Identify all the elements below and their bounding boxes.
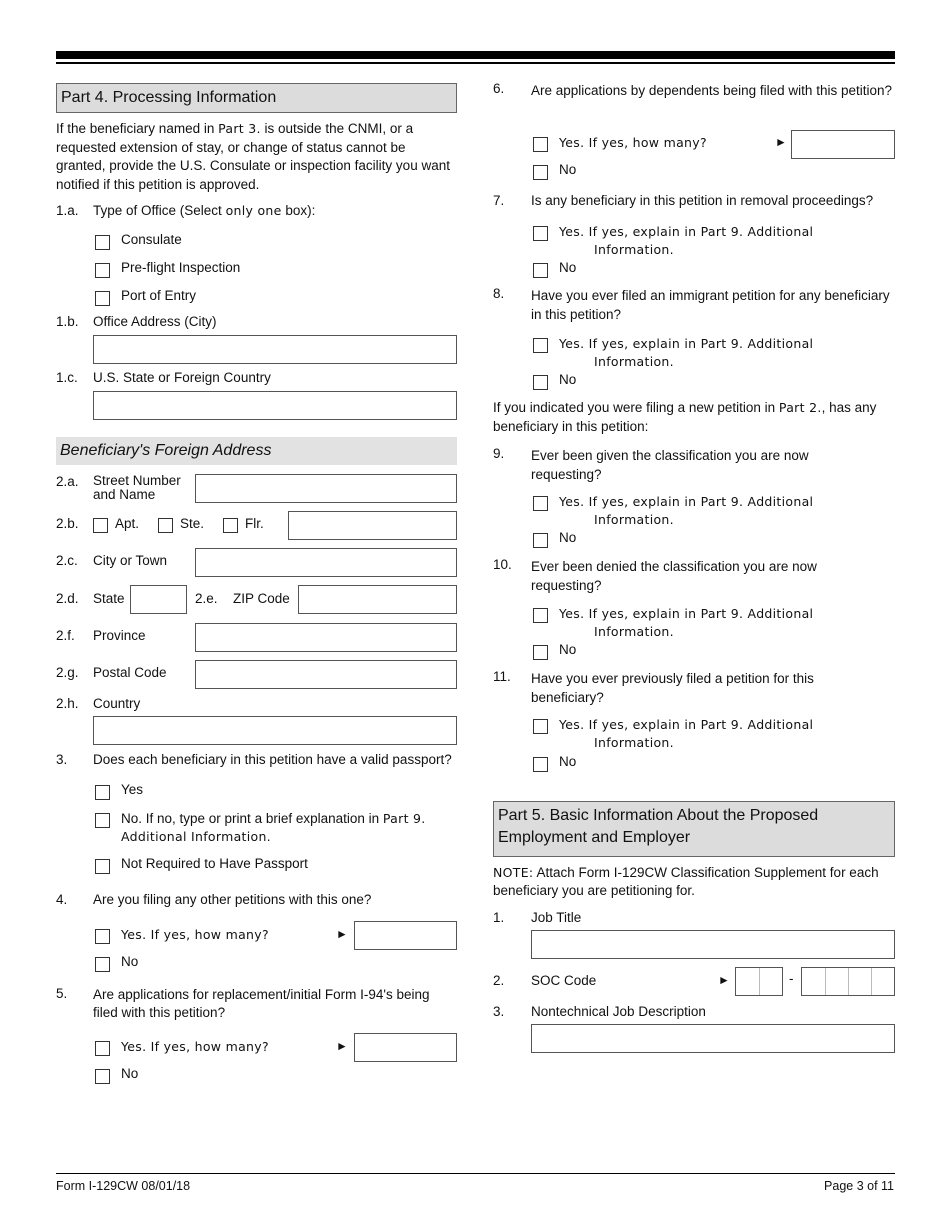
label-consulate: Consulate: [121, 232, 182, 247]
q2g-number: 2.g.: [56, 665, 79, 680]
q4-number: 4.: [56, 892, 68, 907]
footer-page-number: Page 3 of 11: [824, 1179, 894, 1193]
label-given-no: No: [559, 530, 577, 545]
footer-form-id: Form I-129CW 08/01/18: [56, 1179, 191, 1193]
q8-number: 8.: [493, 286, 505, 301]
checkbox-immigrant-yes[interactable]: [533, 338, 548, 353]
p5-q2-label: SOC Code: [531, 973, 597, 988]
label-flr: Flr.: [245, 516, 264, 531]
checkbox-consulate[interactable]: [95, 235, 110, 250]
header-rule-thick: [56, 51, 895, 59]
label-denied-yes: Yes. If yes, explain in Part 9. Additional Information.: [559, 606, 814, 639]
checkbox-given-no[interactable]: [533, 533, 548, 548]
label-preflight: Pre-flight Inspection: [121, 260, 241, 275]
label-removal-no: No: [559, 260, 577, 275]
q2h-number: 2.h.: [56, 696, 79, 711]
state-input[interactable]: [130, 585, 187, 614]
q1b-number: 1.b.: [56, 314, 79, 329]
checkbox-ste[interactable]: [158, 518, 173, 533]
zip-input[interactable]: [298, 585, 457, 614]
q1a-number: 1.a.: [56, 203, 79, 218]
arrow-icon: ►: [336, 1039, 348, 1053]
label-dependents-yes: Yes. If yes, how many?: [559, 135, 707, 150]
q3-label: Does each beneficiary in this petition have a valid passport?: [93, 752, 452, 767]
checkbox-removal-yes[interactable]: [533, 226, 548, 241]
q2e-number: 2.e.: [195, 591, 218, 606]
checkbox-preflight[interactable]: [95, 263, 110, 278]
country-input[interactable]: [93, 716, 457, 745]
label-dependents-no: No: [559, 162, 577, 177]
city-input[interactable]: [195, 548, 457, 577]
q8-label: Have you ever filed an immigrant petition for any beneficiary in this petition?: [531, 288, 890, 322]
checkbox-denied-no[interactable]: [533, 645, 548, 660]
p5-q3-label: Nontechnical Job Description: [531, 1004, 706, 1019]
soc-code-part1-input[interactable]: [735, 967, 783, 996]
checkbox-previous-yes[interactable]: [533, 719, 548, 734]
checkbox-other-petitions-yes[interactable]: [95, 929, 110, 944]
q2c-label: City or Town: [93, 553, 168, 568]
label-passport-no: No. If no, type or print a brief explanation in Part 9. Additional Information.: [121, 811, 426, 844]
p5-q1-number: 1.: [493, 910, 505, 925]
header-rule-thin: [56, 62, 895, 64]
job-description-input[interactable]: [531, 1024, 895, 1053]
office-state-country-input[interactable]: [93, 391, 457, 420]
q2h-label: Country: [93, 696, 141, 711]
soc-dash: -: [789, 971, 794, 986]
new-petition-intro: If you indicated you were filing a new petition in Part 2., has any beneficiary in this petition:: [493, 400, 877, 434]
q3-number: 3.: [56, 752, 68, 767]
checkbox-immigrant-no[interactable]: [533, 375, 548, 390]
q2a-number: 2.a.: [56, 474, 79, 489]
checkbox-denied-yes[interactable]: [533, 608, 548, 623]
checkbox-dependents-no[interactable]: [533, 165, 548, 180]
checkbox-dependents-yes[interactable]: [533, 137, 548, 152]
q11-number: 11.: [493, 669, 511, 684]
label-other-petitions-no: No: [121, 954, 139, 969]
q2f-label: Province: [93, 628, 146, 643]
other-petitions-count-input[interactable]: [354, 921, 457, 950]
label-i94-no: No: [121, 1066, 139, 1081]
q1a-label: Type of Office (Select only one box):: [93, 203, 316, 218]
p5-q1-label: Job Title: [531, 910, 582, 925]
p5-q3-number: 3.: [493, 1004, 505, 1019]
q10-number: 10.: [493, 557, 512, 572]
label-port-of-entry: Port of Entry: [121, 288, 197, 303]
label-i94-yes: Yes. If yes, how many?: [121, 1039, 269, 1054]
label-passport-yes: Yes: [121, 782, 144, 797]
part4-header: Part 4. Processing Information: [56, 83, 457, 113]
q2a-label: Street Number and Name: [93, 473, 181, 502]
label-passport-not-required: Not Required to Have Passport: [121, 856, 308, 871]
q4-label: Are you filing any other petitions with this one?: [93, 892, 372, 907]
q2b-number: 2.b.: [56, 516, 79, 531]
q2d-label: State: [93, 591, 125, 606]
province-input[interactable]: [195, 623, 457, 652]
footer-rule: [56, 1173, 895, 1174]
checkbox-flr[interactable]: [223, 518, 238, 533]
label-immigrant-yes: Yes. If yes, explain in Part 9. Additional Information.: [559, 336, 814, 369]
checkbox-i94-no[interactable]: [95, 1069, 110, 1084]
q2f-number: 2.f.: [56, 628, 75, 643]
checkbox-passport-not-required[interactable]: [95, 859, 110, 874]
q7-label: Is any beneficiary in this petition in removal proceedings?: [531, 193, 874, 208]
foreign-address-header: Beneficiary's Foreign Address: [56, 437, 457, 465]
label-denied-no: No: [559, 642, 577, 657]
arrow-icon: ►: [336, 927, 348, 941]
checkbox-i94-yes[interactable]: [95, 1041, 110, 1056]
q2e-label: ZIP Code: [233, 591, 290, 606]
checkbox-other-petitions-no[interactable]: [95, 957, 110, 972]
arrow-icon: ►: [718, 973, 730, 987]
part5-header: Part 5. Basic Information About the Proposed Employment and Employer: [493, 801, 895, 857]
q2d-number: 2.d.: [56, 591, 79, 606]
checkbox-port-of-entry[interactable]: [95, 291, 110, 306]
label-immigrant-no: No: [559, 372, 577, 387]
q2g-label: Postal Code: [93, 665, 167, 680]
checkbox-passport-no[interactable]: [95, 813, 110, 828]
postal-code-input[interactable]: [195, 660, 457, 689]
arrow-icon: ►: [775, 135, 787, 149]
label-removal-yes: Yes. If yes, explain in Part 9. Additional Information.: [559, 224, 814, 257]
q2c-number: 2.c.: [56, 553, 78, 568]
q9-label: Ever been given the classification you are now requesting?: [531, 448, 809, 482]
part4-intro: If the beneficiary named in Part 3. is outside the CNMI, or a requested extension of stay, or change of status cannot be granted, provide the U.S. Consulate or inspection facility you want notified if this petition is approved.: [56, 121, 450, 192]
q11-label: Have you ever previously filed a petition for this beneficiary?: [531, 671, 814, 705]
checkbox-given-yes[interactable]: [533, 496, 548, 511]
checkbox-removal-no[interactable]: [533, 263, 548, 278]
q5-number: 5.: [56, 986, 68, 1001]
label-other-petitions-yes: Yes. If yes, how many?: [121, 927, 269, 942]
dependents-count-input[interactable]: [791, 130, 895, 159]
soc-code-part2-input[interactable]: [801, 967, 895, 996]
checkbox-apt[interactable]: [93, 518, 108, 533]
i94-count-input[interactable]: [354, 1033, 457, 1062]
label-previous-yes: Yes. If yes, explain in Part 9. Additional Information.: [559, 717, 814, 750]
label-given-yes: Yes. If yes, explain in Part 9. Additional Information.: [559, 494, 814, 527]
label-previous-no: No: [559, 754, 577, 769]
q1c-number: 1.c.: [56, 370, 78, 385]
q1c-label: U.S. State or Foreign Country: [93, 370, 271, 385]
label-ste: Ste.: [180, 516, 205, 531]
label-apt: Apt.: [115, 516, 140, 531]
street-input[interactable]: [195, 474, 457, 503]
q5-label: Are applications for replacement/initial Form I-94's being filed with this petition?: [93, 987, 430, 1020]
q10-label: Ever been denied the classification you are now requesting?: [531, 559, 817, 593]
q1b-label: Office Address (City): [93, 314, 217, 329]
q9-number: 9.: [493, 446, 505, 461]
part5-note: NOTE: Attach Form I-129CW Classification Supplement for each beneficiary you are petitioning for.: [493, 865, 879, 898]
job-title-input[interactable]: [531, 930, 895, 959]
checkbox-previous-no[interactable]: [533, 757, 548, 772]
office-city-input[interactable]: [93, 335, 457, 364]
q7-number: 7.: [493, 193, 505, 208]
q6-number: 6.: [493, 81, 505, 96]
q6-label: Are applications by dependents being filed with this petition?: [531, 83, 892, 98]
p5-q2-number: 2.: [493, 973, 505, 988]
checkbox-passport-yes[interactable]: [95, 785, 110, 800]
unit-number-input[interactable]: [288, 511, 457, 540]
